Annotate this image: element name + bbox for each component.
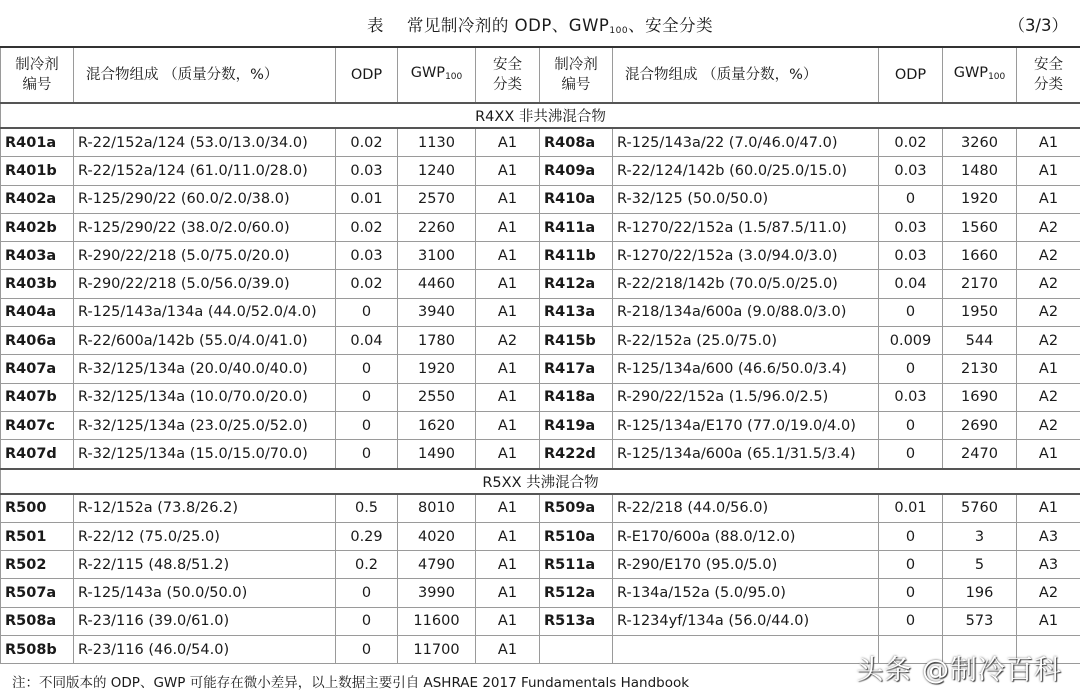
gwp-value: 3260 bbox=[943, 128, 1017, 157]
composition: R-125/134a/E170 (77.0/19.0/4.0) bbox=[613, 411, 879, 439]
composition: R-23/116 (39.0/61.0) bbox=[74, 607, 336, 635]
safety-class: A3 bbox=[1017, 551, 1080, 579]
composition: R-22/218 (44.0/56.0) bbox=[613, 494, 879, 523]
gwp-value: 2570 bbox=[398, 185, 476, 213]
odp-value: 0 bbox=[879, 185, 943, 213]
composition: R-32/125/134a (10.0/70.0/20.0) bbox=[74, 383, 336, 411]
gwp-value: 196 bbox=[943, 579, 1017, 607]
safety-class: A1 bbox=[476, 411, 540, 439]
safety-class: A2 bbox=[1017, 298, 1080, 326]
table-row bbox=[1, 522, 1080, 550]
table-row bbox=[1, 607, 1080, 635]
refrigerant-code: R406a bbox=[1, 327, 74, 355]
gwp-value: 1490 bbox=[398, 440, 476, 469]
refrigerant-code: R415b bbox=[540, 327, 613, 355]
composition: R-22/12 (75.0/25.0) bbox=[74, 522, 336, 550]
odp-value: 0.03 bbox=[336, 242, 398, 270]
table-row bbox=[1, 579, 1080, 607]
refrigerant-code: R407d bbox=[1, 440, 74, 469]
safety-class: A1 bbox=[476, 355, 540, 383]
header-gwp: $GWP_{100}$ bbox=[943, 47, 1017, 103]
refrigerant-code: R401b bbox=[1, 157, 74, 185]
gwp-value: 2260 bbox=[398, 213, 476, 241]
table-row bbox=[1, 327, 1080, 355]
gwp-value: 5 bbox=[943, 551, 1017, 579]
gwp-value: 1560 bbox=[943, 213, 1017, 241]
composition: R-22/600a/142b (55.0/4.0/41.0) bbox=[74, 327, 336, 355]
odp-value: 0 bbox=[879, 551, 943, 579]
refrigerant-code: R407a bbox=[1, 355, 74, 383]
odp-value: 0.02 bbox=[879, 128, 943, 157]
safety-class: A1 bbox=[1017, 185, 1080, 213]
odp-value: 0 bbox=[879, 522, 943, 550]
title-sub: 100 bbox=[609, 26, 629, 36]
table-row bbox=[1, 185, 1080, 213]
refrigerant-code: R407c bbox=[1, 411, 74, 439]
header-row bbox=[1, 47, 1080, 103]
refrigerant-code: R412a bbox=[540, 270, 613, 298]
gwp-value: 5760 bbox=[943, 494, 1017, 523]
safety-class: A1 bbox=[476, 270, 540, 298]
refrigerant-code: R411a bbox=[540, 213, 613, 241]
composition: R-290/22/218 (5.0/75.0/20.0) bbox=[74, 242, 336, 270]
composition: R-22/218/142b (70.0/5.0/25.0) bbox=[613, 270, 879, 298]
table-row bbox=[1, 551, 1080, 579]
safety-class: A1 bbox=[476, 579, 540, 607]
odp-value: 0 bbox=[336, 440, 398, 469]
refrigerant-code: R403a bbox=[1, 242, 74, 270]
composition: R-32/125/134a (15.0/15.0/70.0) bbox=[74, 440, 336, 469]
table-row bbox=[1, 355, 1080, 383]
safety-class: A1 bbox=[476, 607, 540, 635]
safety-class: A1 bbox=[1017, 494, 1080, 523]
gwp-value: 11600 bbox=[398, 607, 476, 635]
gwp-value: 4020 bbox=[398, 522, 476, 550]
odp-value: 0 bbox=[336, 636, 398, 664]
gwp-value: 1240 bbox=[398, 157, 476, 185]
refrigerant-code: R410a bbox=[540, 185, 613, 213]
gwp-value: 1950 bbox=[943, 298, 1017, 326]
header-code: 制冷剂 编号 bbox=[540, 47, 613, 103]
table-caption bbox=[0, 0, 1080, 46]
table-row bbox=[1, 440, 1080, 469]
odp-value: 0 bbox=[336, 579, 398, 607]
odp-value: 0.2 bbox=[336, 551, 398, 579]
refrigerant-code: R501 bbox=[1, 522, 74, 550]
composition: R-134a/152a (5.0/95.0) bbox=[613, 579, 879, 607]
header-odp: ODP bbox=[879, 47, 943, 103]
composition: R-125/143a/22 (7.0/46.0/47.0) bbox=[613, 128, 879, 157]
refrigerant-code: R513a bbox=[540, 607, 613, 635]
composition: R-12/152a (73.8/26.2) bbox=[74, 494, 336, 523]
safety-class: A1 bbox=[476, 440, 540, 469]
safety-class: A1 bbox=[1017, 128, 1080, 157]
odp-value: 0.03 bbox=[879, 383, 943, 411]
safety-class: A2 bbox=[476, 327, 540, 355]
composition: R-125/290/22 (38.0/2.0/60.0) bbox=[74, 213, 336, 241]
safety-class: A1 bbox=[476, 242, 540, 270]
safety-class: A2 bbox=[1017, 579, 1080, 607]
gwp-value: 4460 bbox=[398, 270, 476, 298]
gwp-value: 3100 bbox=[398, 242, 476, 270]
table-row bbox=[1, 213, 1080, 241]
page-indicator: （3/3） bbox=[1008, 16, 1068, 35]
header-gwp: $GWP_{100}$ bbox=[398, 47, 476, 103]
gwp-value: 1480 bbox=[943, 157, 1017, 185]
section-header-row bbox=[1, 469, 1080, 494]
footnote: 注：不同版本的 ODP、GWP 可能存在微小差异，以上数据主要引自 ASHRAE 2017 Fundamentals Handbook bbox=[12, 675, 690, 691]
safety-class: A2 bbox=[1017, 270, 1080, 298]
safety-class: A2 bbox=[1017, 327, 1080, 355]
composition: R-125/134a/600a (65.1/31.5/3.4) bbox=[613, 440, 879, 469]
table-row bbox=[1, 128, 1080, 157]
odp-value: 0 bbox=[879, 440, 943, 469]
header-composition: 混合物组成 （质量分数，%） bbox=[613, 47, 879, 103]
gwp-value: 3940 bbox=[398, 298, 476, 326]
refrigerant-code: R402b bbox=[1, 213, 74, 241]
refrigerant-code: R510a bbox=[540, 522, 613, 550]
composition: R-125/134a/600 (46.6/50.0/3.4) bbox=[613, 355, 879, 383]
odp-value: 0.03 bbox=[879, 242, 943, 270]
composition: R-1234yf/134a (56.0/44.0) bbox=[613, 607, 879, 635]
safety-class: A1 bbox=[1017, 157, 1080, 185]
gwp-value: 1780 bbox=[398, 327, 476, 355]
table-row bbox=[1, 383, 1080, 411]
refrigerant-code: R507a bbox=[1, 579, 74, 607]
odp-value: 0 bbox=[879, 298, 943, 326]
header-safety: 安全 分类 bbox=[476, 47, 540, 103]
refrigerant-code: R417a bbox=[540, 355, 613, 383]
composition: R-125/143a (50.0/50.0) bbox=[74, 579, 336, 607]
refrigerant-code: R404a bbox=[1, 298, 74, 326]
title-prefix: 表 bbox=[366, 16, 384, 35]
refrigerant-table bbox=[0, 46, 1080, 664]
composition: R-1270/22/152a (3.0/94.0/3.0) bbox=[613, 242, 879, 270]
odp-value: 0.03 bbox=[879, 213, 943, 241]
table-row bbox=[1, 411, 1080, 439]
section-header-row bbox=[1, 103, 1080, 128]
gwp-value: 2130 bbox=[943, 355, 1017, 383]
safety-class: A1 bbox=[476, 494, 540, 523]
refrigerant-code: R511a bbox=[540, 551, 613, 579]
safety-class: A1 bbox=[476, 522, 540, 550]
table-row bbox=[1, 242, 1080, 270]
odp-value: 0.02 bbox=[336, 213, 398, 241]
gwp-value: 1130 bbox=[398, 128, 476, 157]
composition: R-218/134a/600a (9.0/88.0/3.0) bbox=[613, 298, 879, 326]
odp-value: 0.29 bbox=[336, 522, 398, 550]
odp-value: 0 bbox=[336, 355, 398, 383]
composition: R-22/115 (48.8/51.2) bbox=[74, 551, 336, 579]
refrigerant-code: R401a bbox=[1, 128, 74, 157]
table-title bbox=[0, 12, 1080, 36]
refrigerant-code: R418a bbox=[540, 383, 613, 411]
composition: R-23/116 (46.0/54.0) bbox=[74, 636, 336, 664]
gwp-value: 544 bbox=[943, 327, 1017, 355]
gwp-value: 2550 bbox=[398, 383, 476, 411]
composition: R-290/E170 (95.0/5.0) bbox=[613, 551, 879, 579]
composition: R-125/290/22 (60.0/2.0/38.0) bbox=[74, 185, 336, 213]
title-suffix: 、安全分类 bbox=[628, 16, 714, 35]
odp-value: 0.04 bbox=[336, 327, 398, 355]
refrigerant-code: R408a bbox=[540, 128, 613, 157]
safety-class: A1 bbox=[476, 298, 540, 326]
safety-class: A1 bbox=[476, 636, 540, 664]
safety-class: A1 bbox=[1017, 355, 1080, 383]
odp-value: 0 bbox=[879, 579, 943, 607]
odp-value: 0 bbox=[336, 298, 398, 326]
gwp-value: 1920 bbox=[398, 355, 476, 383]
composition: R-125/143a/134a (44.0/52.0/4.0) bbox=[74, 298, 336, 326]
refrigerant-code: R403b bbox=[1, 270, 74, 298]
safety-class: A1 bbox=[476, 185, 540, 213]
gwp-value: 4790 bbox=[398, 551, 476, 579]
odp-value: 0.02 bbox=[336, 270, 398, 298]
composition: R-22/152a/124 (61.0/11.0/28.0) bbox=[74, 157, 336, 185]
section-title: R4XX 非共沸混合物 bbox=[1, 103, 1080, 128]
composition: R-32/125/134a (23.0/25.0/52.0) bbox=[74, 411, 336, 439]
odp-value: 0.03 bbox=[879, 157, 943, 185]
gwp-value: 3990 bbox=[398, 579, 476, 607]
title-text: 常见制冷剂的 ODP、GWP bbox=[406, 16, 610, 35]
safety-class: A2 bbox=[1017, 242, 1080, 270]
table-row bbox=[1, 298, 1080, 326]
safety-class: A3 bbox=[1017, 522, 1080, 550]
gwp-value: 1690 bbox=[943, 383, 1017, 411]
refrigerant-code: R500 bbox=[1, 494, 74, 523]
safety-class: A1 bbox=[476, 383, 540, 411]
odp-value: 0 bbox=[879, 355, 943, 383]
odp-value: 0.04 bbox=[879, 270, 943, 298]
refrigerant-code: R411b bbox=[540, 242, 613, 270]
odp-value: 0 bbox=[336, 411, 398, 439]
gwp-value: 1620 bbox=[398, 411, 476, 439]
table-row bbox=[1, 494, 1080, 523]
composition bbox=[613, 636, 879, 664]
odp-value: 0.03 bbox=[336, 157, 398, 185]
composition: R-1270/22/152a (1.5/87.5/11.0) bbox=[613, 213, 879, 241]
safety-class: A1 bbox=[1017, 440, 1080, 469]
gwp-value: 2690 bbox=[943, 411, 1017, 439]
refrigerant-code: R509a bbox=[540, 494, 613, 523]
odp-value: 0 bbox=[336, 607, 398, 635]
header-code: 制冷剂 编号 bbox=[1, 47, 74, 103]
composition: R-32/125 (50.0/50.0) bbox=[613, 185, 879, 213]
table-body bbox=[1, 103, 1080, 664]
gwp-value: 8010 bbox=[398, 494, 476, 523]
safety-class: A1 bbox=[476, 157, 540, 185]
refrigerant-code: R419a bbox=[540, 411, 613, 439]
gwp-value: 1660 bbox=[943, 242, 1017, 270]
table-row bbox=[1, 270, 1080, 298]
odp-value: 0.02 bbox=[336, 128, 398, 157]
safety-class: A2 bbox=[1017, 383, 1080, 411]
safety-class: A2 bbox=[1017, 213, 1080, 241]
composition: R-22/152a/124 (53.0/13.0/34.0) bbox=[74, 128, 336, 157]
watermark: 头条 @制冷百科 bbox=[856, 655, 1062, 686]
safety-class: A1 bbox=[476, 551, 540, 579]
composition: R-290/22/218 (5.0/56.0/39.0) bbox=[74, 270, 336, 298]
refrigerant-code: R502 bbox=[1, 551, 74, 579]
safety-class: A2 bbox=[1017, 411, 1080, 439]
section-title: R5XX 共沸混合物 bbox=[1, 469, 1080, 494]
gwp-value: 573 bbox=[943, 607, 1017, 635]
header-odp: ODP bbox=[336, 47, 398, 103]
header-safety: 安全 分类 bbox=[1017, 47, 1080, 103]
odp-value: 0.009 bbox=[879, 327, 943, 355]
odp-value: 0 bbox=[879, 411, 943, 439]
composition: R-290/22/152a (1.5/96.0/2.5) bbox=[613, 383, 879, 411]
gwp-value: 2470 bbox=[943, 440, 1017, 469]
refrigerant-code: R402a bbox=[1, 185, 74, 213]
safety-class: A1 bbox=[476, 213, 540, 241]
composition: R-32/125/134a (20.0/40.0/40.0) bbox=[74, 355, 336, 383]
odp-value: 0 bbox=[336, 383, 398, 411]
refrigerant-code: R407b bbox=[1, 383, 74, 411]
refrigerant-code: R422d bbox=[540, 440, 613, 469]
refrigerant-code: R508b bbox=[1, 636, 74, 664]
odp-value: 0.01 bbox=[879, 494, 943, 523]
table-row bbox=[1, 157, 1080, 185]
refrigerant-code: R413a bbox=[540, 298, 613, 326]
composition: R-22/124/142b (60.0/25.0/15.0) bbox=[613, 157, 879, 185]
header-composition: 混合物组成 （质量分数，%） bbox=[74, 47, 336, 103]
refrigerant-code: R409a bbox=[540, 157, 613, 185]
odp-value: 0 bbox=[879, 607, 943, 635]
gwp-value: 11700 bbox=[398, 636, 476, 664]
refrigerant-code: R512a bbox=[540, 579, 613, 607]
safety-class: A1 bbox=[476, 128, 540, 157]
safety-class: A1 bbox=[1017, 607, 1080, 635]
odp-value: 0.5 bbox=[336, 494, 398, 523]
composition: R-22/152a (25.0/75.0) bbox=[613, 327, 879, 355]
odp-value: 0.01 bbox=[336, 185, 398, 213]
gwp-value: 1920 bbox=[943, 185, 1017, 213]
refrigerant-code: R508a bbox=[1, 607, 74, 635]
refrigerant-code bbox=[540, 636, 613, 664]
gwp-value: 2170 bbox=[943, 270, 1017, 298]
gwp-value: 3 bbox=[943, 522, 1017, 550]
composition: R-E170/600a (88.0/12.0) bbox=[613, 522, 879, 550]
